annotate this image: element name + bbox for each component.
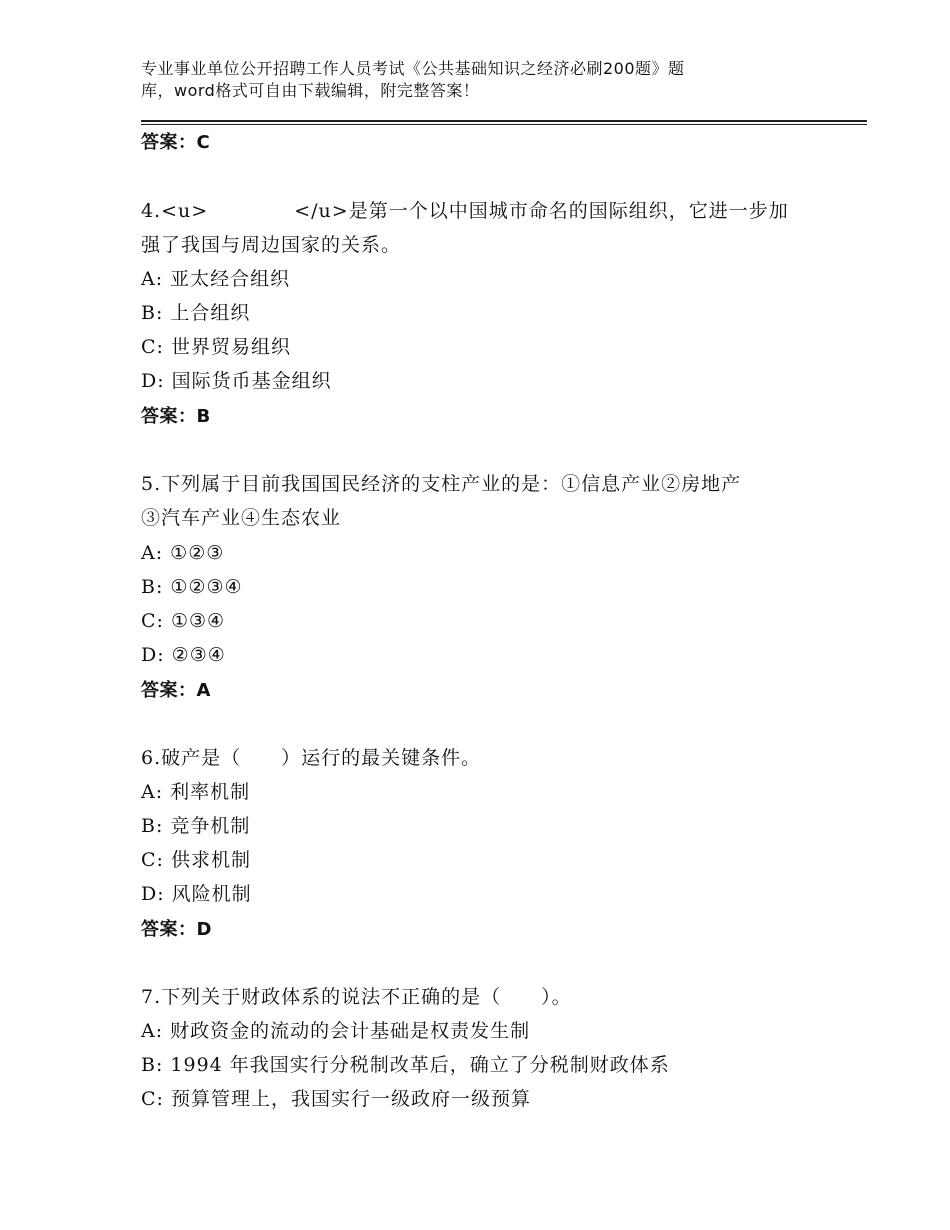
question-5-option-c: C: ①③④	[141, 610, 226, 632]
question-6-option-a: A: 利率机制	[141, 781, 251, 803]
question-4-option-c: C: 世界贸易组织	[141, 336, 291, 358]
question-6-option-b: B: 竞争机制	[141, 815, 251, 837]
question-5-option-b: B: ①②③④	[141, 576, 243, 598]
question-6-option-d: D: 风险机制	[141, 883, 252, 905]
question-7-option-b: B: 1994 年我国实行分税制改革后，确立了分税制财政体系	[141, 1054, 670, 1076]
answer-q4: 答案：B	[141, 406, 211, 427]
question-5-stem-line-1: 5.下列属于目前我国国民经济的支柱产业的是：①信息产业②房地产	[141, 473, 742, 495]
question-4-option-a: A: 亚太经合组织	[141, 268, 291, 290]
question-4-stem-line-2: 强了我国与周边国家的关系。	[141, 234, 402, 256]
answer-q6: 答案：D	[141, 919, 212, 940]
answer-q5: 答案：A	[141, 680, 211, 701]
question-5-option-a: A: ①②③	[141, 542, 225, 564]
header-title-line-1: 专业事业单位公开招聘工作人员考试《公共基础知识之经济必刷200题》题	[141, 59, 685, 78]
page-header	[141, 58, 801, 102]
question-4-option-b: B: 上合组织	[141, 302, 251, 324]
question-4-suffix: </u>是第一个以中国城市命名的国际组织，它进一步加	[294, 200, 789, 222]
question-6-stem: 6.破产是（ ）运行的最关键条件。	[141, 747, 482, 769]
header-title-line-2: 库，word格式可自由下载编辑，附完整答案！	[141, 81, 480, 100]
question-6-option-c: C: 供求机制	[141, 849, 251, 871]
question-7-option-a: A: 财政资金的流动的会计基础是权责发生制	[141, 1020, 531, 1042]
answer-q3: 答案：C	[141, 132, 211, 153]
question-7-stem: 7.下列关于财政体系的说法不正确的是（ ）。	[141, 986, 572, 1008]
question-4-prefix: 4.<u>	[141, 200, 209, 222]
question-5-stem-line-2: ③汽车产业④生态农业	[141, 507, 342, 529]
question-5-option-d: D: ②③④	[141, 644, 226, 666]
question-4-stem-line-1	[141, 198, 789, 224]
question-7-option-c: C: 预算管理上，我国实行一级政府一级预算	[141, 1088, 531, 1110]
question-4-option-d: D: 国际货币基金组织	[141, 370, 332, 392]
header-rule	[141, 120, 867, 122]
header-rule-thin	[141, 124, 867, 125]
